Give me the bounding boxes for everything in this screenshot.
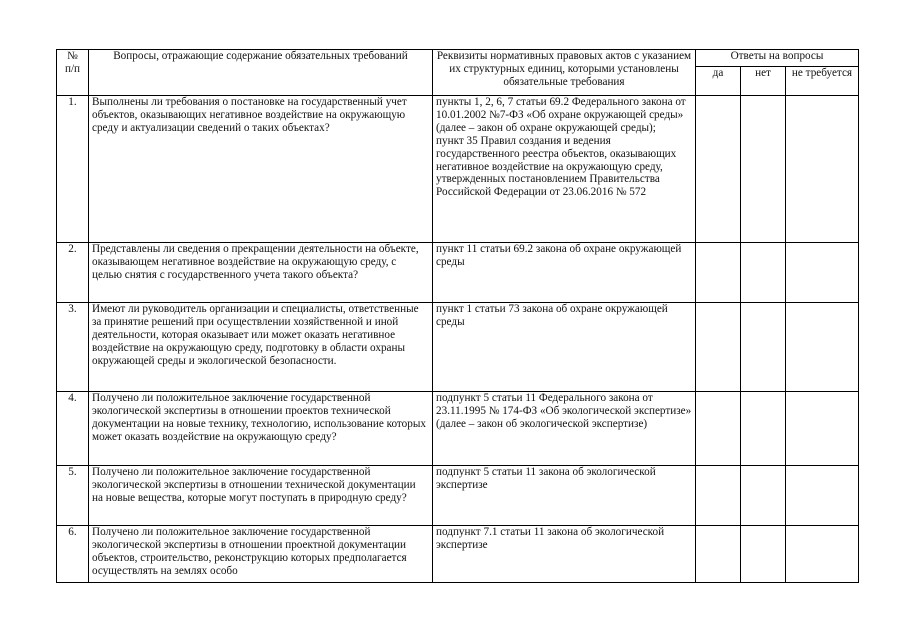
answer-yes-cell[interactable] bbox=[696, 303, 741, 392]
answer-yes-cell[interactable] bbox=[696, 243, 741, 303]
row-requisites: пункт 11 статьи 69.2 закона об охране окружающей среды bbox=[433, 243, 696, 303]
table-row bbox=[57, 526, 859, 583]
header-num-symbol: № bbox=[67, 50, 78, 62]
table-row bbox=[57, 466, 859, 526]
header-row bbox=[57, 50, 859, 67]
answer-yes-cell[interactable] bbox=[696, 526, 741, 583]
header-not-required: не требуется bbox=[786, 67, 859, 96]
answer-not-required-cell[interactable] bbox=[786, 243, 859, 303]
header-num-abbrev: п/п bbox=[64, 62, 81, 75]
row-question: Получено ли положительное заключение государственной экологической экспертизы в отношении проектной документации объектов, строительство, реконструкцию которых предполагается осуществлять на землях особо bbox=[89, 526, 433, 583]
answer-no-cell[interactable] bbox=[741, 392, 786, 466]
row-requisites: подпункт 5 статьи 11 закона об экологической экспертизе bbox=[433, 466, 696, 526]
row-question: Получено ли положительное заключение государственной экологической экспертизы в отношении технической документации на новые вещества, которые могут поступать в природную среду? bbox=[89, 466, 433, 526]
answer-no-cell[interactable] bbox=[741, 526, 786, 583]
answer-yes-cell[interactable] bbox=[696, 466, 741, 526]
answer-no-cell[interactable] bbox=[741, 466, 786, 526]
requirements-checklist-table bbox=[56, 49, 859, 583]
row-question: Выполнены ли требования о постановке на государственный учет объектов, оказывающих негативное воздействие на окружающую среду и актуализации сведений о таких объектах? bbox=[89, 96, 433, 243]
answer-not-required-cell[interactable] bbox=[786, 466, 859, 526]
header-num bbox=[57, 50, 89, 96]
row-number: 3. bbox=[57, 303, 89, 392]
header-no: нет bbox=[741, 67, 786, 96]
row-requisite-text: пункт 35 Правил создания и ведения государственного реестра объектов, оказывающих негативное воздействие на окружающую среду, утвержденных постановлением Правительства Российской Федерации от 23.06.2016 № 572 bbox=[436, 134, 677, 199]
row-requisite-text: пункты 1, 2, 6, 7 статьи 69.2 Федерального закона от 10.01.2002 №7-ФЗ «Об охране окружающей среды» (далее – закон об охране окружающей среды); bbox=[436, 96, 686, 134]
header-questions: Вопросы, отражающие содержание обязательных требований bbox=[89, 50, 433, 96]
header-requisites: Реквизиты нормативных правовых актов с указанием их структурных единиц, которыми установлены обязательные требования bbox=[433, 50, 696, 96]
table-row bbox=[57, 303, 859, 392]
answer-not-required-cell[interactable] bbox=[786, 392, 859, 466]
row-question: Представлены ли сведения о прекращении деятельности на объекте, оказывающем негативное воздействие на окружающую среду, с целью снятия с государственного учета такого объекта? bbox=[89, 243, 433, 303]
row-requisites: подпункт 7.1 статьи 11 закона об экологической экспертизе bbox=[433, 526, 696, 583]
answer-no-cell[interactable] bbox=[741, 96, 786, 243]
answer-not-required-cell[interactable] bbox=[786, 526, 859, 583]
row-requisites bbox=[433, 96, 696, 243]
row-number: 4. bbox=[57, 392, 89, 466]
answer-not-required-cell[interactable] bbox=[786, 303, 859, 392]
table-row bbox=[57, 96, 859, 243]
row-number: 5. bbox=[57, 466, 89, 526]
row-question: Получено ли положительное заключение государственной экологической экспертизы в отношении проектов технической документации на новые технику, технологию, использование которых может оказать воздействие на окружающую среду? bbox=[89, 392, 433, 466]
answer-no-cell[interactable] bbox=[741, 243, 786, 303]
answer-yes-cell[interactable] bbox=[696, 392, 741, 466]
header-yes: да bbox=[696, 67, 741, 96]
row-number: 1. bbox=[57, 96, 89, 243]
row-requisites: подпункт 5 статьи 11 Федерального закона от 23.11.1995 № 174-ФЗ «Об экологической экспертизе» (далее – закон об экологической экспертизе) bbox=[433, 392, 696, 466]
answer-yes-cell[interactable] bbox=[696, 96, 741, 243]
answer-not-required-cell[interactable] bbox=[786, 96, 859, 243]
answer-no-cell[interactable] bbox=[741, 303, 786, 392]
row-number: 6. bbox=[57, 526, 89, 583]
table-row bbox=[57, 392, 859, 466]
row-question: Имеют ли руководитель организации и специалисты, ответственные за принятие решений при осуществлении хозяйственной и иной деятельности, которая оказывает или может оказать негативное воздействие на окружающую среду, подготовку в области охраны окружающей среды и экологической безопасности. bbox=[89, 303, 433, 392]
header-answers: Ответы на вопросы bbox=[696, 50, 859, 67]
row-number: 2. bbox=[57, 243, 89, 303]
table-row bbox=[57, 243, 859, 303]
row-requisites: пункт 1 статьи 73 закона об охране окружающей среды bbox=[433, 303, 696, 392]
